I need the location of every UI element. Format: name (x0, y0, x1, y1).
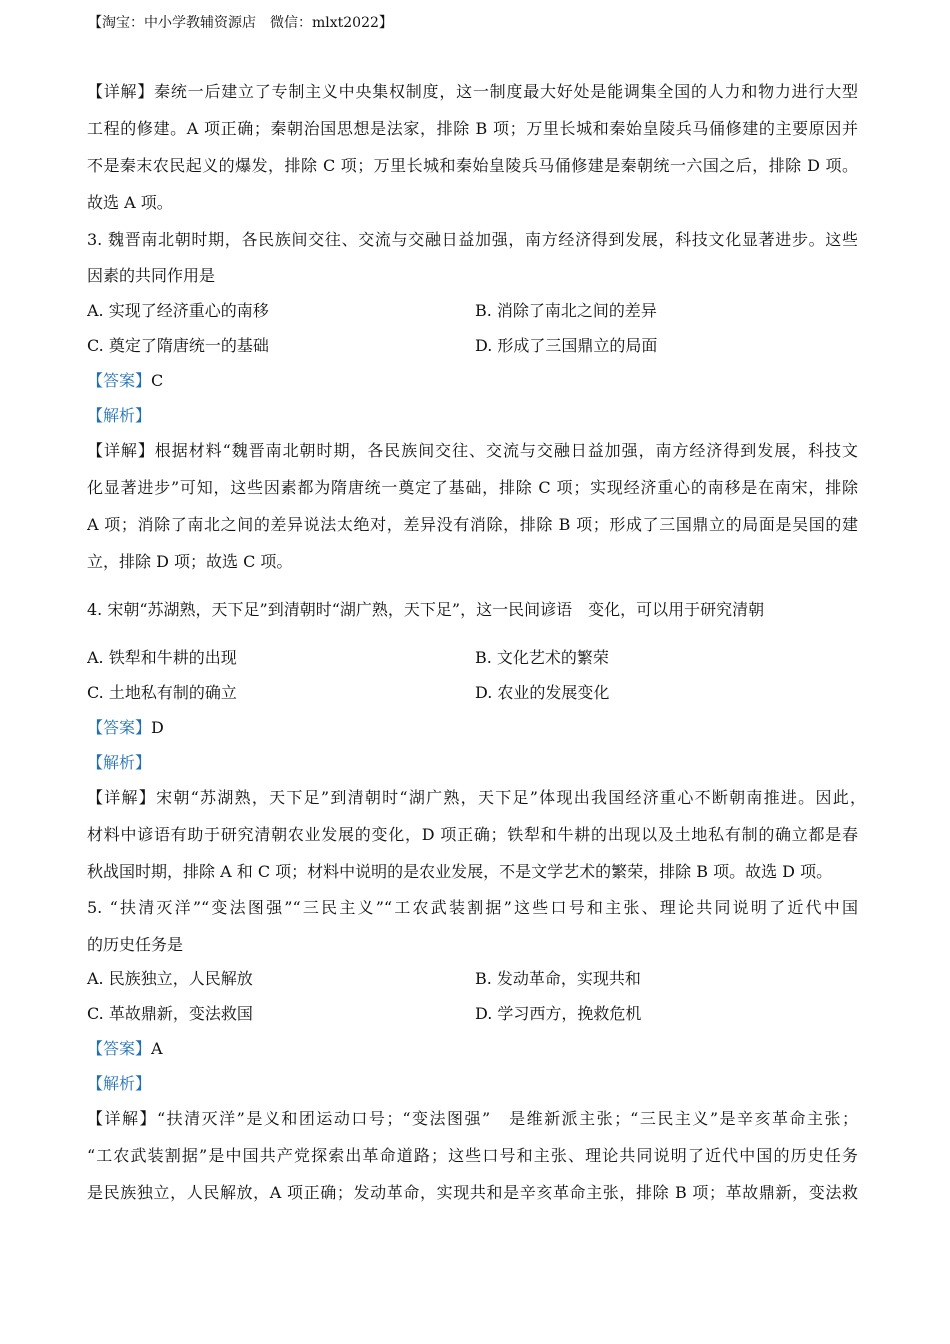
answer-line (87, 370, 163, 392)
option-d: D. 农业的发展变化 (475, 683, 610, 702)
option-a: A. 民族独立，人民解放 (87, 969, 253, 988)
option-a: A. 铁犁和牛耕的出现 (87, 648, 237, 667)
option-b: B. 消除了南北之间的差异 (475, 301, 657, 320)
page-header: 【淘宝：中小学教辅资源店 微信：mlxt2022】 (88, 15, 393, 31)
analysis-tag: 【解析】 (87, 753, 152, 772)
q3-detail-line: A 项；消除了南北之间的差异说法太绝对，差异没有消除，排除 B 项；形成了三国鼎立的局面是吴国的建 (87, 515, 858, 534)
option-b: B. 文化艺术的繁荣 (475, 648, 609, 667)
option-b: B. 发动革命，实现共和 (475, 969, 641, 988)
option-a: A. 实现了经济重心的南移 (87, 301, 269, 320)
option-c: C. 奠定了隋唐统一的基础 (87, 336, 269, 355)
answer-tag: 【答案】 (87, 1039, 152, 1058)
q2-detail-line: 【详解】秦统一后建立了专制主义中央集权制度，这一制度最大好处是能调集全国的人力和物力进行大型 (87, 82, 858, 101)
question-stem: 的历史任务是 (87, 935, 184, 954)
answer-line (87, 1038, 163, 1060)
question-stem: 因素的共同作用是 (87, 266, 216, 285)
option-d: D. 学习西方，挽救危机 (475, 1004, 642, 1023)
answer-value: D (151, 718, 164, 737)
option-c: C. 革故鼎新，变法救国 (87, 1004, 253, 1023)
q4-detail-line: 材料中谚语有助于研究清朝农业发展的变化，D 项正确；铁犁和牛耕的出现以及土地私有制的确立都是春 (87, 825, 858, 844)
q4-detail-line: 秋战国时期，排除 A 和 C 项；材料中说明的是农业发展，不是文学艺术的繁荣，排除 B 项。故选 D 项。 (87, 862, 833, 881)
answer-tag: 【答案】 (87, 718, 152, 737)
answer-line (87, 717, 164, 739)
q3-detail-line: 【详解】根据材料“魏晋南北朝时期，各民族间交往、交流与交融日益加强，南方经济得到发展，科技文 (87, 441, 858, 460)
q5-detail-line: 是民族独立，人民解放，A 项正确；发动革命，实现共和是辛亥革命主张，排除 B 项；革故鼎新，变法救 (87, 1183, 858, 1202)
answer-tag: 【答案】 (87, 371, 152, 390)
q5-detail-line: 【详解】“扶清灭洋”是义和团运动口号；“变法图强” 是维新派主张；“三民主义”是辛亥革命主张； (87, 1109, 858, 1128)
q4-detail-line: 【详解】宋朝“苏湖熟，天下足”到清朝时“湖广熟，天下足”体现出我国经济重心不断朝南推进。因此， (87, 788, 866, 807)
q5-detail-line: “工农武装割据”是中国共产党探索出革命道路；这些口号和主张、理论共同说明了近代中国的历史任务 (87, 1146, 858, 1165)
q3-detail-line: 立，排除 D 项；故选 C 项。 (87, 552, 293, 571)
q2-detail-line: 工程的修建。A 项正确；秦朝治国思想是法家，排除 B 项；万里长城和秦始皇陵兵马俑修建的主要原因并 (87, 119, 858, 138)
question-stem: 3. 魏晋南北朝时期，各民族间交往、交流与交融日益加强，南方经济得到发展，科技文化显著进步。这些 (87, 230, 858, 249)
option-d: D. 形成了三国鼎立的局面 (475, 336, 658, 355)
q2-detail-line: 不是秦末农民起义的爆发，排除 C 项；万里长城和秦始皇陵兵马俑修建是秦朝统一六国之后，排除 D 项。 (87, 156, 858, 175)
q3-detail-line: 化显著进步”可知，这些因素都为隋唐统一奠定了基础，排除 C 项；实现经济重心的南移是在南宋，排除 (87, 478, 858, 497)
answer-value: A (151, 1039, 163, 1058)
option-c: C. 土地私有制的确立 (87, 683, 237, 702)
analysis-tag: 【解析】 (87, 1074, 152, 1093)
analysis-tag: 【解析】 (87, 406, 152, 425)
question-stem: 5. “扶清灭洋”“变法图强”“三民主义”“工农武装割据”这些口号和主张、理论共同说明了近代中国 (87, 898, 858, 917)
q2-detail-line: 故选 A 项。 (87, 193, 173, 212)
question-stem: 4. 宋朝“苏湖熟，天下足”到清朝时“湖广熟，天下足”，这一民间谚语 变化，可以用于研究清朝 (87, 600, 765, 619)
answer-value: C (151, 371, 164, 390)
